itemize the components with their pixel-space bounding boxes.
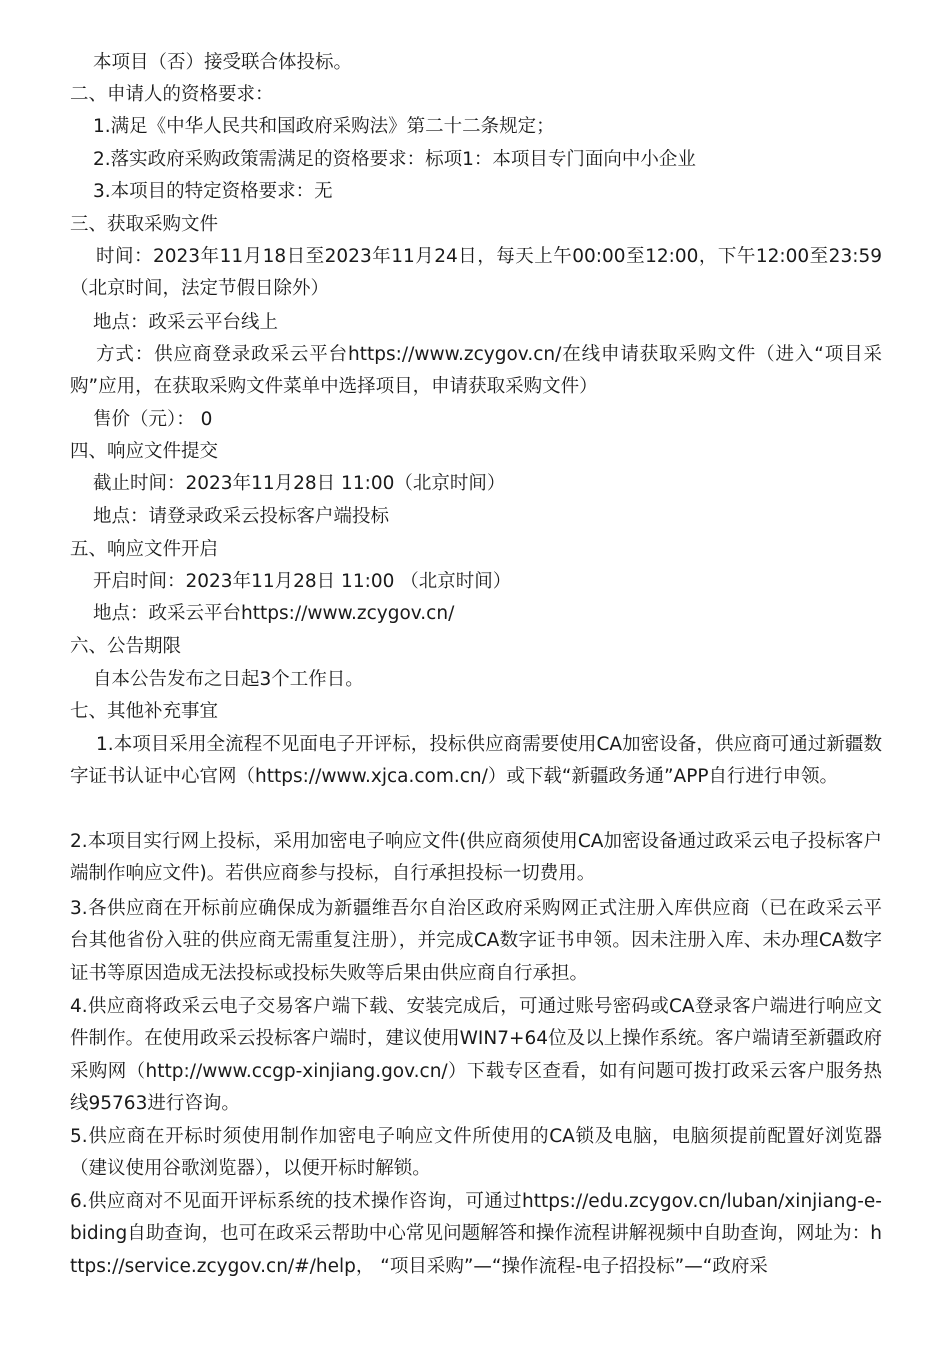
section-7-heading: 七、其他补充事宜 bbox=[70, 701, 219, 722]
document-acquisition-place: 地点：政采云平台线上 bbox=[93, 312, 279, 333]
notice-period: 自本公告发布之日起3个工作日。 bbox=[93, 669, 364, 690]
document-acquisition-method: 方式：供应商登录政采云平台https://www.zcygov.cn/在线申请获取采购文件（进入“项目采购”应用，在获取采购文件菜单中选择项目，申请获取采购文件） bbox=[70, 344, 882, 398]
qualification-item-1: 1.满足《中华人民共和国政府采购法》第二十二条规定； bbox=[93, 116, 555, 137]
section-4-heading: 四、响应文件提交 bbox=[70, 441, 219, 462]
qualification-item-3: 3.本项目的特定资格要求：无 bbox=[93, 181, 333, 202]
supplementary-item-1: 1.本项目采用全流程不见面电子开评标，投标供应商需要使用CA加密设备，供应商可通过新疆数字证书认证中心官网（https://www.xjca.com.cn/）或下载“新疆政务通”APP自行进行申领。 bbox=[70, 734, 882, 788]
supplementary-item-4: 4.供应商将政采云电子交易客户端下载、安装完成后，可通过账号密码或CA登录客户端进行响应文件制作。在使用政采云投标客户端时，建议使用WIN7+64位及以上操作系统。客户端请至新疆政府采购网（http://www.ccgp-xinjiang.gov.cn/）下载专区查看，如有问题可拨打政采云客户服务热线95763进行咨询。 bbox=[70, 996, 882, 1115]
supplementary-item-5: 5.供应商在开标时须使用制作加密电子响应文件所使用的CA锁及电脑，电脑须提前配置好浏览器（建议使用谷歌浏览器），以便开标时解锁。 bbox=[70, 1126, 882, 1180]
supplementary-item-3: 3.各供应商在开标前应确保成为新疆维吾尔自治区政府采购网正式注册入库供应商（已在政采云平台其他省份入驻的供应商无需重复注册），并完成CA数字证书申领。因未注册入库、未办理CA数字证书等原因造成无法投标或投标失败等后果由供应商自行承担。 bbox=[70, 898, 882, 984]
qualification-item-2: 2.落实政府采购政策需满足的资格要求：标项1：本项目专门面向中小企业 bbox=[93, 149, 696, 170]
section-5-heading: 五、响应文件开启 bbox=[70, 539, 219, 560]
supplementary-item-2: 2.本项目实行网上投标，采用加密电子响应文件(供应商须使用CA加密设备通过政采云电子投标客户端制作响应文件)。若供应商参与投标，自行承担投标一切费用。 bbox=[70, 831, 882, 885]
section-2-heading: 二、申请人的资格要求： bbox=[70, 84, 274, 105]
joint-bid-note: 本项目（否）接受联合体投标。 bbox=[93, 52, 353, 73]
document-price: 售价（元）： 0 bbox=[93, 409, 213, 430]
opening-place: 地点：政采云平台https://www.zcygov.cn/ bbox=[93, 603, 455, 624]
supplementary-item-6: 6.供应商对不见面开评标系统的技术操作咨询，可通过https://edu.zcygov.cn/luban/xinjiang-e-biding自助查询，也可在政采云帮助中心常见问题解答和操作流程讲解视频中自助查询，网址为：https://service.zcygov.cn/#/help， “项目采购”—“操作流程-电子招投标”—“政府采 bbox=[70, 1191, 882, 1277]
submission-deadline: 截止时间：2023年11月28日 11:00（北京时间） bbox=[93, 473, 506, 494]
section-3-heading: 三、获取采购文件 bbox=[70, 214, 219, 235]
section-6-heading: 六、公告期限 bbox=[70, 636, 182, 657]
opening-time: 开启时间：2023年11月28日 11:00 （北京时间） bbox=[93, 571, 512, 592]
submission-place: 地点：请登录政采云投标客户端投标 bbox=[93, 506, 390, 527]
document-acquisition-time: 时间：2023年11月18日至2023年11月24日，每天上午00:00至12:00，下午12:00至23:59（北京时间，法定节假日除外） bbox=[70, 246, 882, 300]
